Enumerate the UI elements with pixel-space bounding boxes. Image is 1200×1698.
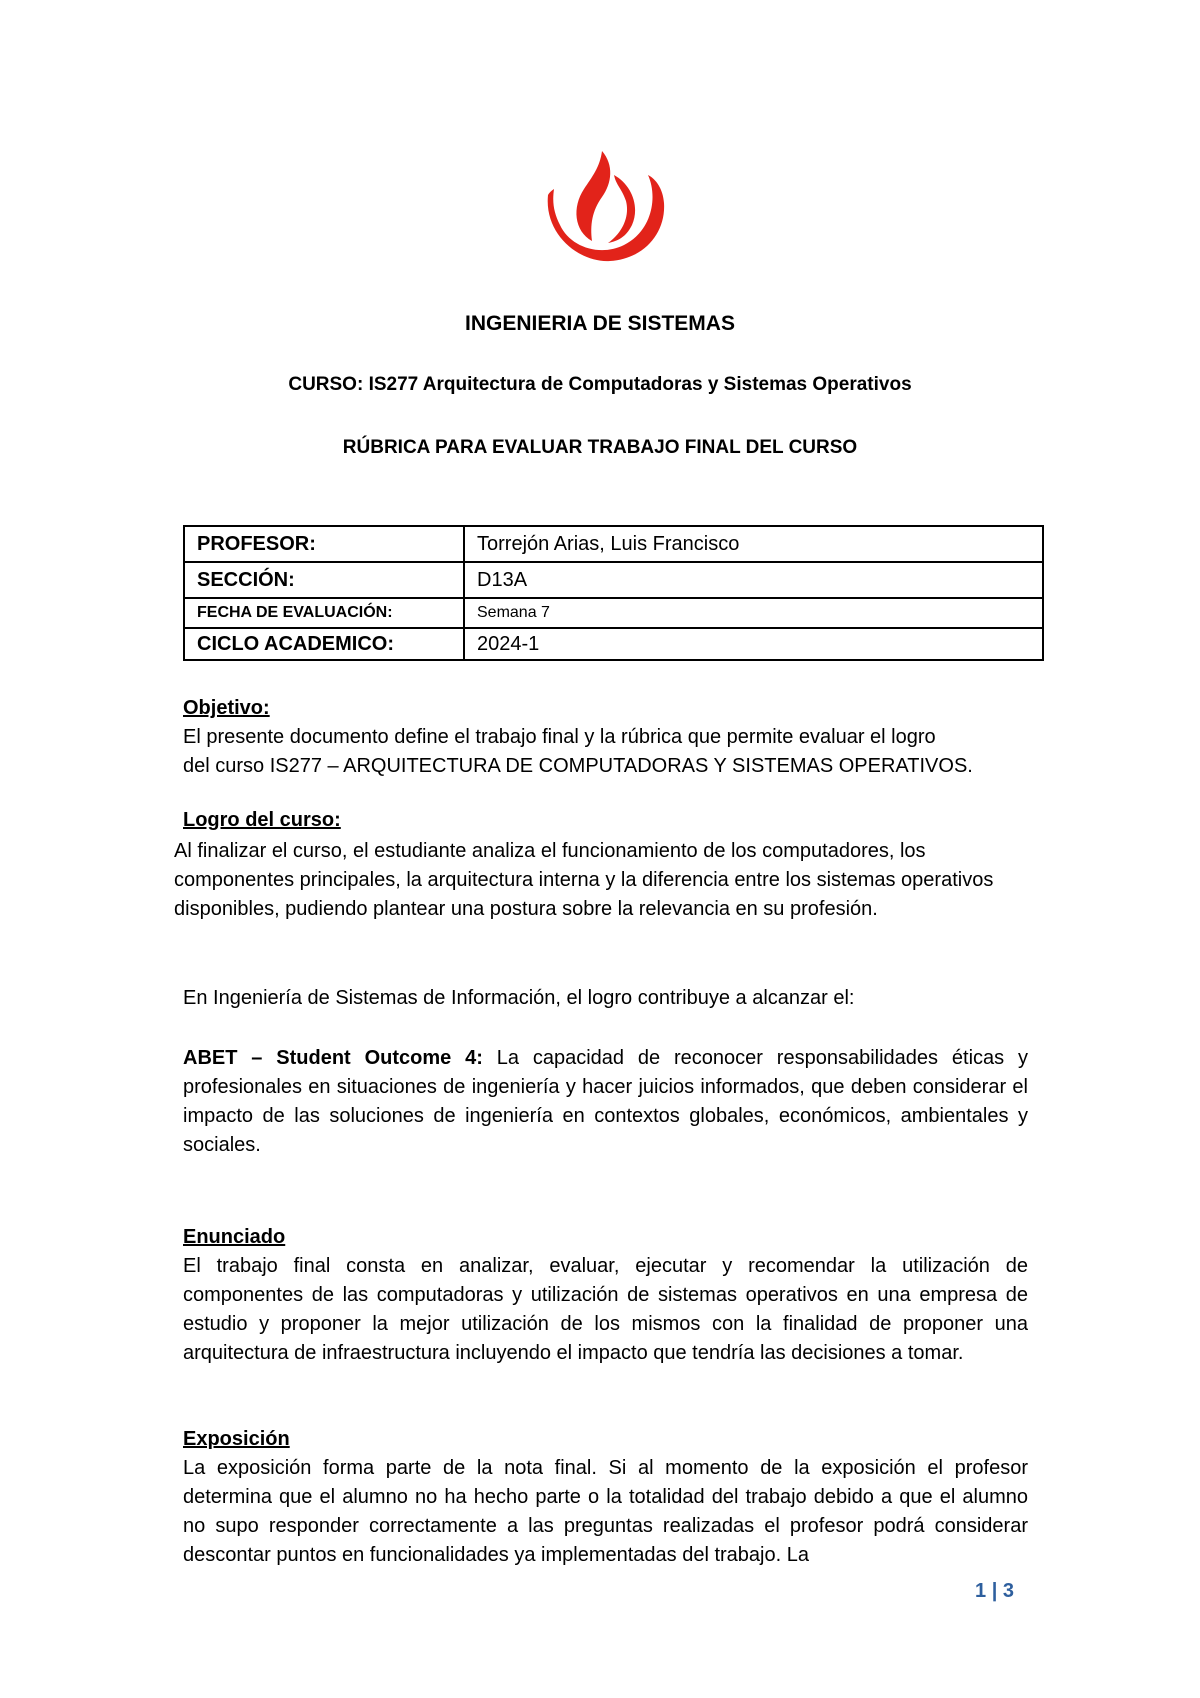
ciclo-label: CICLO ACADEMICO: xyxy=(184,628,464,660)
exposicion-label-block xyxy=(183,1425,290,1454)
ciclo-value: 2024-1 xyxy=(464,628,1043,660)
fecha-value: Semana 7 xyxy=(464,598,1043,628)
logo-flame-1 xyxy=(576,151,610,241)
objetivo-label: Objetivo: xyxy=(183,697,270,719)
table-row xyxy=(184,598,1043,628)
enunciado-text: El trabajo final consta en analizar, evaluar, ejecutar y recomendar la utilización de componentes de las computadoras y utilización de sistemas operativos en una empresa de estudio y proponer la mejor utilización de los mismos con la finalidad de proponer una arquitectura de infraestructura incluyendo el impacto que tendría las decisiones a tomar. xyxy=(183,1255,1028,1364)
rubric-title: RÚBRICA PARA EVALUAR TRABAJO FINAL DEL CURSO xyxy=(342,437,858,458)
enunciado-label-block xyxy=(183,1223,285,1252)
table-row xyxy=(184,526,1043,562)
objetivo-section xyxy=(183,694,1043,781)
upc-logo xyxy=(540,145,668,265)
page-current: 1 xyxy=(975,1580,987,1602)
table-row xyxy=(184,628,1043,660)
table-row xyxy=(184,562,1043,598)
logro-label: Logro del curso: xyxy=(183,809,341,831)
faculty-title: INGENIERIA DE SISTEMAS xyxy=(465,312,735,335)
page-number xyxy=(975,1580,1014,1603)
fecha-label: FECHA DE EVALUACIÓN: xyxy=(184,598,464,628)
exposicion-text: La exposición forma parte de la nota final. Si al momento de la exposición el profesor determina que el alumno no ha hecho parte o la totalidad del trabajo debido a que el alumno no supo responder correctamente a las preguntas realizadas el profesor podrá considerar descontar puntos en funcionalidades ya implementadas del trabajo. La xyxy=(183,1457,1028,1566)
course-title: CURSO: IS277 Arquitectura de Computadoras y Sistemas Operativos xyxy=(288,374,912,395)
profesor-label: PROFESOR: xyxy=(184,526,464,562)
profesor-value: Torrejón Arias, Luis Francisco xyxy=(464,526,1043,562)
abet-label: ABET – Student Outcome 4: xyxy=(183,1047,483,1069)
page-separator: | xyxy=(991,1580,998,1602)
enunciado-label: Enunciado xyxy=(183,1226,286,1248)
contribucion-text: En Ingeniería de Sistemas de Información, el logro contribuye a alcanzar el: xyxy=(183,987,855,1009)
abet-text: La capacidad de reconocer responsabilidades éticas y profesionales en situaciones de ingeniería y hacer juicios informados, que deben considerar el impacto de las soluciones de ingeniería en contextos globales, económicos, ambientales y sociales. xyxy=(183,1047,1028,1156)
seccion-label: SECCIÓN: xyxy=(184,562,464,598)
logo-flame-2 xyxy=(608,175,635,243)
info-table xyxy=(183,525,1044,661)
logro-label-block xyxy=(183,806,341,835)
page-total: 3 xyxy=(1002,1580,1014,1602)
logro-text: Al finalizar el curso, el estudiante analiza el funcionamiento de los computadores, los componentes principales, la arquitectura interna y la diferencia entre los sistemas operativos disponibles, pudiendo plantear una postura sobre la relevancia en su profesión. xyxy=(174,840,994,920)
seccion-value: D13A xyxy=(464,562,1043,598)
abet-section xyxy=(183,1044,1028,1160)
objetivo-line-1: El presente documento define el trabajo final y la rúbrica que permite evaluar el logro xyxy=(183,726,936,748)
exposicion-label: Exposición xyxy=(183,1428,290,1450)
objetivo-line-2: del curso IS277 – ARQUITECTURA DE COMPUTADORAS Y SISTEMAS OPERATIVOS. xyxy=(183,755,973,777)
